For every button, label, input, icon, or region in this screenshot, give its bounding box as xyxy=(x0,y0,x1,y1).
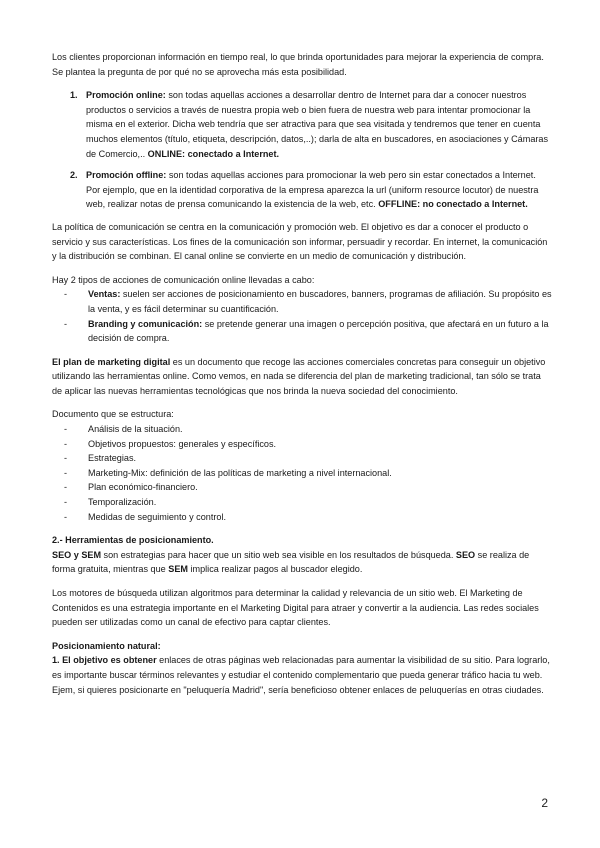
item-number: 1. xyxy=(70,90,78,101)
item-text: suelen ser acciones de posicionamiento en buscadores, banners, programas de afiliación. Su propósito es la venta, y es fácil determinar su cuantificación. xyxy=(88,289,552,314)
list-item: - Ventas: suelen ser acciones de posicionamiento en buscadores, banners, programas de afiliación. Su propósito es la venta, y es fácil determinar su cuantificación. xyxy=(64,289,552,314)
tipos-list xyxy=(52,287,552,345)
bold-term: SEO y SEM xyxy=(52,549,102,560)
item-text: son todas aquellas acciones para promocionar la web pero sin estar conectados a Internet. Por ejemplo, que en la identidad corporativa de la empresa aparezca la url (uniform resource locutor) de nuestra web, realizar notas de prensa comunicando la existencia de la web, etc. xyxy=(86,170,539,210)
politica-paragraph: La política de comunicación se centra en la comunicación y promoción web. El objetivo es dar a conocer el producto o servicio y sus características. Los fines de la comunicación son informar, persuadir y recordar. En internet, la comunicación y la distribución se combinan. El canal online se convierte en un medio de comunicación y distribución. xyxy=(52,221,548,262)
item-tail: ONLINE: conectado a Internet. xyxy=(147,148,280,159)
bold-term: SEM xyxy=(168,564,188,575)
plan-paragraph xyxy=(52,355,552,399)
section-heading xyxy=(52,533,552,548)
document-page xyxy=(52,50,552,697)
page-number: 2 xyxy=(541,796,548,810)
natural-heading xyxy=(52,639,552,654)
list-item: - Plan económico-financiero. xyxy=(64,482,198,493)
promotion-list xyxy=(52,88,552,212)
item-text: se pretende generar una imagen o percepción positiva, que afectará en un futuro a la decisión de compra. xyxy=(88,318,549,344)
text: implica realizar pagos al buscador elegido. xyxy=(187,564,363,575)
bold-term: SEO xyxy=(455,549,476,560)
heading-text: 2.- Herramientas de posicionamiento. xyxy=(52,535,214,546)
item-text: Plan económico-financiero. xyxy=(88,482,198,493)
item-text: Objetivos propuestos: generales y específicos. xyxy=(88,438,277,449)
item-tail: OFFLINE: no conectado a Internet. xyxy=(378,199,528,210)
item-number: 2. xyxy=(70,170,78,181)
seo-paragraph xyxy=(52,548,552,577)
item-text: Temporalización. xyxy=(88,497,157,508)
motores-paragraph: Los motores de búsqueda utilizan algoritmos para determinar la calidad y relevancia de un sitio web. El Marketing de Contenidos es una estrategia importante en el Marketing Digital para atraer y convertir a la audiencia. Las redes sociales pueden ser utilizadas como un canal de efectivo para captar clientes. xyxy=(52,588,539,628)
plan-title: El plan de marketing digital xyxy=(52,356,171,367)
item-title: Branding y comunicación: xyxy=(88,318,203,329)
item-text: Medidas de seguimiento y control. xyxy=(88,511,226,522)
list-item: - Objetivos propuestos: generales y específicos. xyxy=(64,438,277,449)
plan-text: es un documento que recoge las acciones comerciales concretas para conseguir un objetivo utilizando las herramientas online. Como vemos, en nada se diferencia del plan de marketing tradicional, tan sólo se trata de aplicar las nuevas herramientas tecnológicas que nos brinda la nueva sociedad del conocimiento. xyxy=(52,356,546,396)
text: se realiza de forma gratuita, mientras que xyxy=(52,549,530,575)
item-title: Ventas: xyxy=(88,289,121,300)
list-item: - Medidas de seguimiento y control. xyxy=(64,511,226,522)
item-title: Promoción online: xyxy=(86,90,166,101)
list-item: - Temporalización. xyxy=(64,497,157,508)
heading-text: Posicionamiento natural: xyxy=(52,640,161,651)
item-text: son todas aquellas acciones a desarrollar dentro de Internet para dar a conocer nuestros productos o servicios a través de nuestra propia web o bien fuera de nuestra web para intentar promocionar la misma en el exterior. Dicha web tendría que ser atractiva para que sea visitada y tendremos que tener en cuenta muchos elementos (título, etiqueta, descripción, datos,..); darla de alta en buscadores, en asociaciones y Cámaras de Comercio,.. xyxy=(86,90,549,159)
text: son estrategias para hacer que un sitio web sea visible en los resultados de búsqueda. xyxy=(101,549,456,560)
tipos-lead: Hay 2 tipos de acciones de comunicación online llevadas a cabo: xyxy=(52,274,315,285)
list-item: - Estrategias. xyxy=(64,453,137,464)
bold-lead: 1. El objetivo es obtener xyxy=(52,655,157,666)
natural-paragraph xyxy=(52,653,552,697)
list-item: - Marketing-Mix: definición de las políticas de marketing a nivel internacional. xyxy=(64,467,392,478)
promotion-item-offline xyxy=(52,168,552,212)
item-title: Promoción offline: xyxy=(86,170,167,181)
item-text: Estrategias. xyxy=(88,453,137,464)
intro-paragraph: Los clientes proporcionan información en tiempo real, lo que brinda oportunidades para mejorar la experiencia de compra. Se plantea la pregunta de por qué no se aprovecha más esta posibilidad. xyxy=(52,52,544,77)
list-item: - Branding y comunicación: se pretende generar una imagen o percepción positiva, que afectará en un futuro a la decisión de compra. xyxy=(64,318,549,344)
item-text: Marketing-Mix: definición de las políticas de marketing a nivel internacional. xyxy=(88,467,392,478)
text: enlaces de otras páginas web relacionadas para aumentar la visibilidad de su sitio. Para lograrlo, es importante buscar términos relevantes y estudiar el contenido complementario que pueda generar tráfico hacia tu web. Ejem, si quieres posicionarte en "peluquería Madrid", sería beneficioso obtener enlaces de peluquerías en otras ciudades. xyxy=(52,655,550,695)
item-text: Análisis de la situación. xyxy=(88,424,183,435)
promotion-item-online xyxy=(52,88,552,161)
documento-lead: Documento que se estructura: xyxy=(52,409,174,420)
documento-list xyxy=(52,422,552,524)
list-item: - Análisis de la situación. xyxy=(64,424,183,435)
